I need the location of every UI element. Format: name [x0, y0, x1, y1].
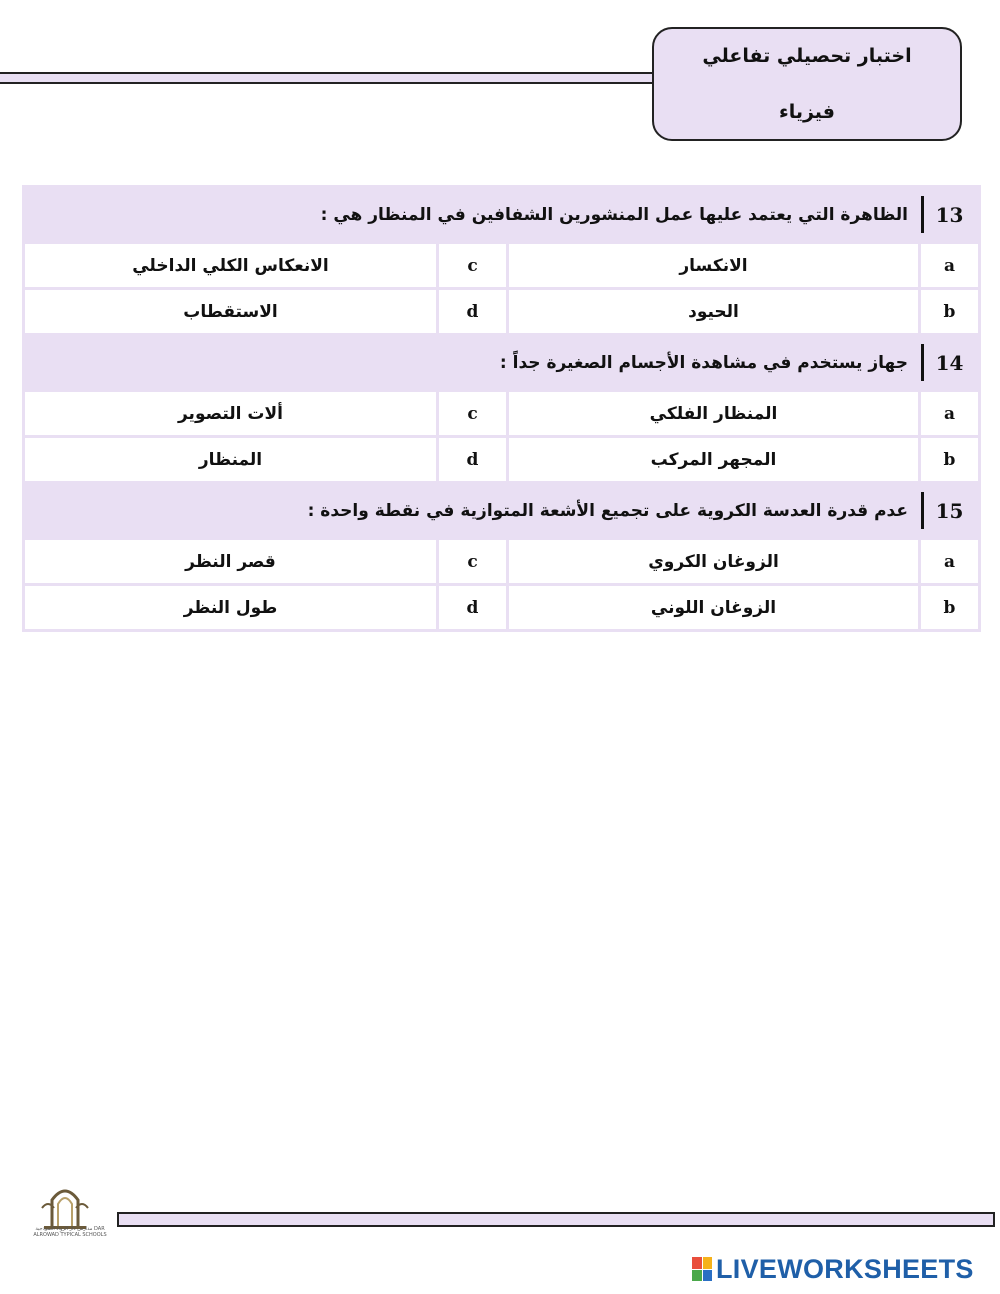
- option-d-letter: d: [438, 585, 508, 631]
- title-line-1: اختبار تحصيلي تفاعلي: [702, 45, 912, 67]
- option-b-letter: b: [920, 437, 980, 483]
- option-row: [24, 243, 980, 289]
- question-row-15: [24, 483, 980, 539]
- question-text: الظاهرة التي يعتمد عليها عمل المنشورين الشفافين في المنظار هي :: [24, 187, 920, 243]
- option-d-answer[interactable]: الاستقطاب: [24, 289, 438, 335]
- option-d-letter: d: [438, 289, 508, 335]
- option-c-answer[interactable]: ألات التصوير: [24, 391, 438, 437]
- option-d-answer[interactable]: المنظار: [24, 437, 438, 483]
- question-text: عدم قدرة العدسة الكروية على تجميع الأشعة المتوازية في نقطة واحدة :: [24, 483, 920, 539]
- brand-text: LIVEWORKSHEETS: [716, 1253, 974, 1284]
- option-c-answer[interactable]: الانعكاس الكلي الداخلي: [24, 243, 438, 289]
- question-row-14: [24, 335, 980, 391]
- option-d-answer[interactable]: طول النظر: [24, 585, 438, 631]
- option-row: [24, 437, 980, 483]
- logo-caption: مدارس دار الرواد النموذجية DAR ALROWAD TYPICAL SCHOOLS: [33, 1226, 107, 1238]
- question-number: 15: [920, 483, 980, 539]
- option-row: [24, 289, 980, 335]
- option-a-answer[interactable]: الزوغان الكروي: [508, 539, 920, 585]
- question-text: جهاز يستخدم في مشاهدة الأجسام الصغيرة جداً :: [24, 335, 920, 391]
- header-rule: [0, 72, 662, 84]
- option-d-letter: d: [438, 437, 508, 483]
- liveworksheets-brand[interactable]: [692, 1254, 974, 1284]
- quiz-table: [22, 185, 981, 632]
- option-b-letter: b: [920, 289, 980, 335]
- title-box: [652, 27, 962, 141]
- option-c-letter: c: [438, 243, 508, 289]
- option-b-answer[interactable]: المجهر المركب: [508, 437, 920, 483]
- footer-rule: [117, 1212, 995, 1227]
- option-a-answer[interactable]: الانكسار: [508, 243, 920, 289]
- option-a-letter: a: [920, 243, 980, 289]
- question-number: 14: [920, 335, 980, 391]
- option-a-answer[interactable]: المنظار الفلكي: [508, 391, 920, 437]
- title-line-2: فيزياء: [779, 101, 835, 123]
- option-row: [24, 391, 980, 437]
- option-c-answer[interactable]: قصر النظر: [24, 539, 438, 585]
- liveworksheets-logo-icon: [692, 1257, 712, 1281]
- question-number: 13: [920, 187, 980, 243]
- option-row: [24, 585, 980, 631]
- option-a-letter: a: [920, 539, 980, 585]
- option-a-letter: a: [920, 391, 980, 437]
- option-row: [24, 539, 980, 585]
- option-c-letter: c: [438, 539, 508, 585]
- option-b-answer[interactable]: الزوغان اللوني: [508, 585, 920, 631]
- option-b-letter: b: [920, 585, 980, 631]
- option-b-answer[interactable]: الحيود: [508, 289, 920, 335]
- question-row-13: [24, 187, 980, 243]
- option-c-letter: c: [438, 391, 508, 437]
